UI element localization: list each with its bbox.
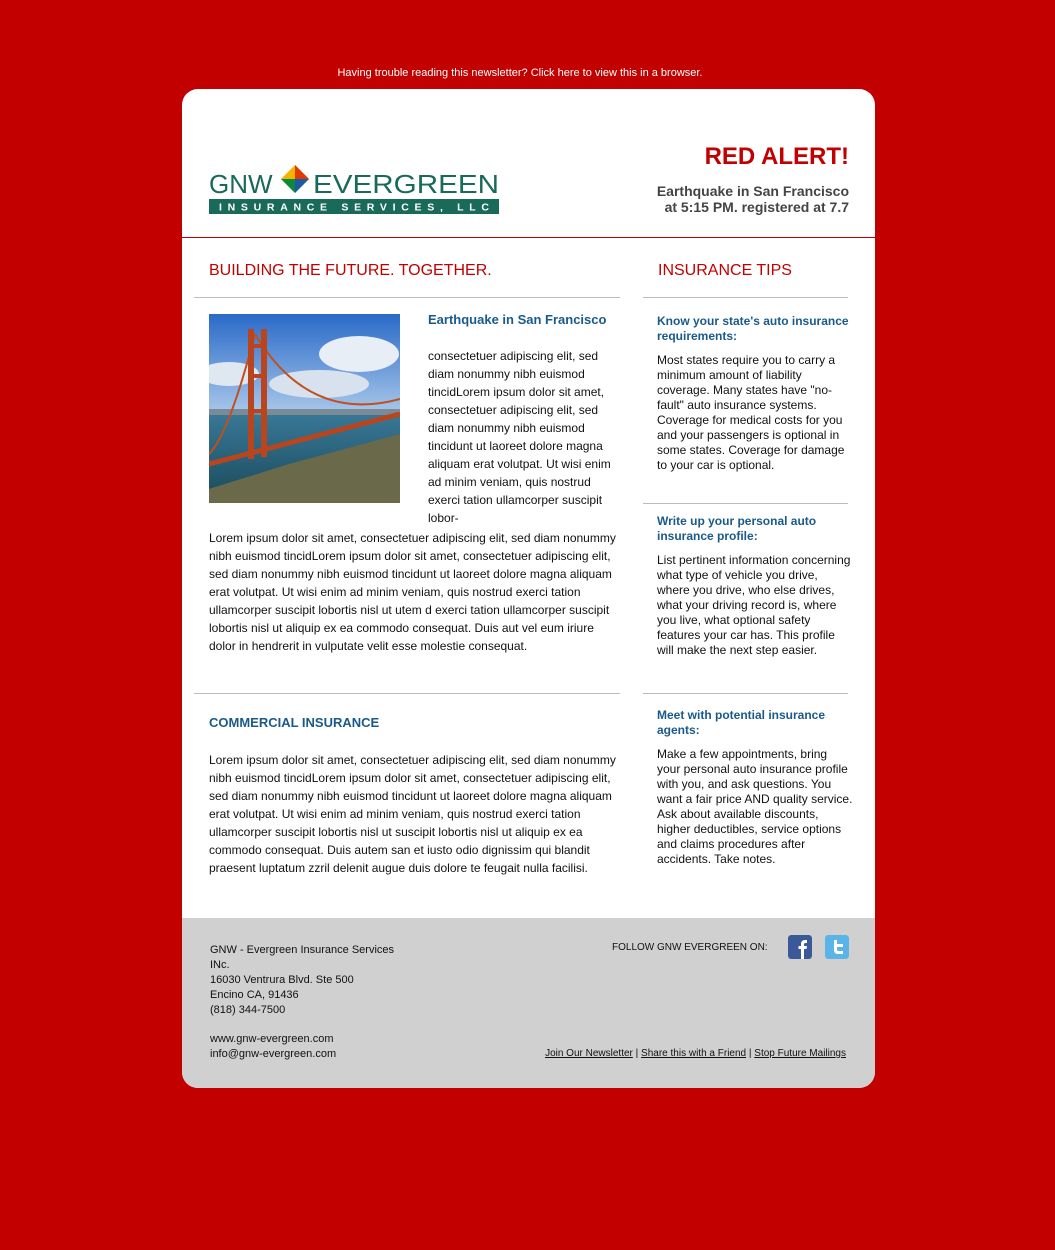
tip-2-text: List pertinent information concerning what type of vehicle you drive, where you drive, who else drives, what your driving record is, where you live, what optional safety features your car has. This profile will make the next step easier. (657, 553, 851, 657)
email-link[interactable]: info@gnw-evergreen.com (210, 1048, 337, 1060)
svg-text:EVERGREEN: EVERGREEN (313, 169, 499, 199)
tip-1-text: Most states require you to carry a minimum amount of liability coverage. Many states have "no-fault" auto insurance systems. Coverage for medical costs for you and your passengers is optional in some states. Coverage for damage to your car is optional. (657, 353, 845, 472)
website-link[interactable]: www.gnw-evergreen.com (210, 1033, 334, 1045)
diamond-logo-icon (281, 165, 309, 193)
link-separator: | (748, 1048, 752, 1059)
facebook-icon[interactable] (788, 935, 812, 959)
join-newsletter-link[interactable]: Join Our Newsletter (545, 1048, 633, 1059)
stop-mailings-link[interactable]: Stop Future Mailings (754, 1048, 846, 1059)
link-separator: | (635, 1048, 639, 1059)
main-heading: BUILDING THE FUTURE. TOGETHER. (209, 262, 492, 279)
tip-3-title: Meet with potential insurance agents: (657, 708, 826, 737)
tip-divider-2 (643, 693, 848, 694)
share-friend-link[interactable]: Share this with a Friend (641, 1048, 747, 1059)
right-divider-top (643, 297, 848, 298)
view-in-browser-link[interactable]: Having trouble reading this newsletter? Click here to view this in a browser. (337, 67, 703, 79)
company-name: GNW - Evergreen Insurance Services INc. (210, 944, 395, 971)
tip-divider-1 (643, 503, 848, 504)
contact-links (210, 1032, 336, 1062)
left-divider-middle (194, 693, 620, 694)
tip-3-text: Make a few appointments, bring your personal auto insurance profile with you, and ask questions. You want a fair price AND quality service. Ask about available discounts, higher deductibles, service options and claims procedures after accidents. Take notes. (657, 747, 853, 866)
alert-line-1: Earthquake in San Francisco (656, 183, 849, 199)
alert-line-2: at 5:15 PM. registered at 7.7 (664, 199, 849, 215)
article-body-text: Lorem ipsum dolor sit amet, consectetuer adipiscing elit, sed diam nonummy nibh euismod tincidLorem ipsum dolor sit amet, consectetuer adipiscing elit, sed diam nonummy nibh euismod tincidunt ut laoreet dolore magna aliquam erat volutpat. Ut wisi enim ad minim veniam, quis nostrud exerci tation ullamcorper suscipit lobortis nisl ut utem d exerci tation ullamcorper suscipit lobortis nisl ut aliquip ex ea commodo consequat. Duis aut vel eum iriure dolor in hendrerit in vulputate velit esse molestie consequat. (209, 531, 616, 653)
commercial-insurance-text: Lorem ipsum dolor sit amet, consectetuer adipiscing elit, sed diam nonummy nibh euismod tincidLorem ipsum dolor sit amet, consectetuer adipiscing elit, sed diam nonummy nibh euismod tincidunt ut laoreet dolore magna aliquam erat volutpat. Ut wisi enim ad minim veniam, quis nostrud exerci tation ullamcorper suscipit lobortis nisl ut suscipit lobortis nisl ut aliquip ex ea commodo consequat. Duis autem san et iusto odio dignissim qui blandit praesent luptatum zzril delenit augue duis dolore te feugait nulla facilisi. (209, 753, 616, 875)
commercial-insurance-title[interactable]: COMMERCIAL INSURANCE (209, 715, 380, 730)
company-address (210, 943, 410, 1018)
header-divider (182, 237, 875, 238)
alert-subtitle (589, 183, 849, 215)
alert-title: RED ALERT! (704, 143, 849, 170)
company-logo (209, 165, 501, 215)
left-divider-top (194, 297, 620, 298)
footer-links (545, 1048, 846, 1059)
phone-number: (818) 344-7500 (210, 1004, 286, 1016)
follow-label: FOLLOW GNW EVERGREEN ON: (612, 942, 768, 953)
article-column-text: consectetuer adipiscing elit, sed diam nonummy nibh euismod tincidLorem ipsum dolor sit amet, consectetuer adipiscing elit, sed diam nonummy nibh euismod tincidunt ut laoreet dolore magna aliquam erat volutpat. Ut wisi enim ad minim veniam, quis nostrud exerci tation ullamcorper suscipit lobor- (428, 349, 611, 525)
svg-text:GNW: GNW (209, 169, 273, 199)
street-address: 16030 Ventrura Blvd. Ste 500 (210, 974, 354, 986)
newsletter-card (182, 89, 875, 1088)
footer (182, 918, 875, 1088)
tip-1-title: Know your state's auto insurance requirements: (657, 314, 849, 343)
tip-2-title: Write up your personal auto insurance profile: (657, 514, 817, 543)
article-title[interactable]: Earthquake in San Francisco (428, 312, 607, 327)
city-address: Encino CA, 91436 (210, 989, 299, 1001)
svg-text:INSURANCE SERVICES, LLC: INSURANCE SERVICES, LLC (219, 201, 489, 214)
tips-heading: INSURANCE TIPS (658, 262, 792, 279)
golden-gate-bridge-photo (209, 314, 400, 503)
twitter-icon[interactable] (825, 935, 849, 959)
